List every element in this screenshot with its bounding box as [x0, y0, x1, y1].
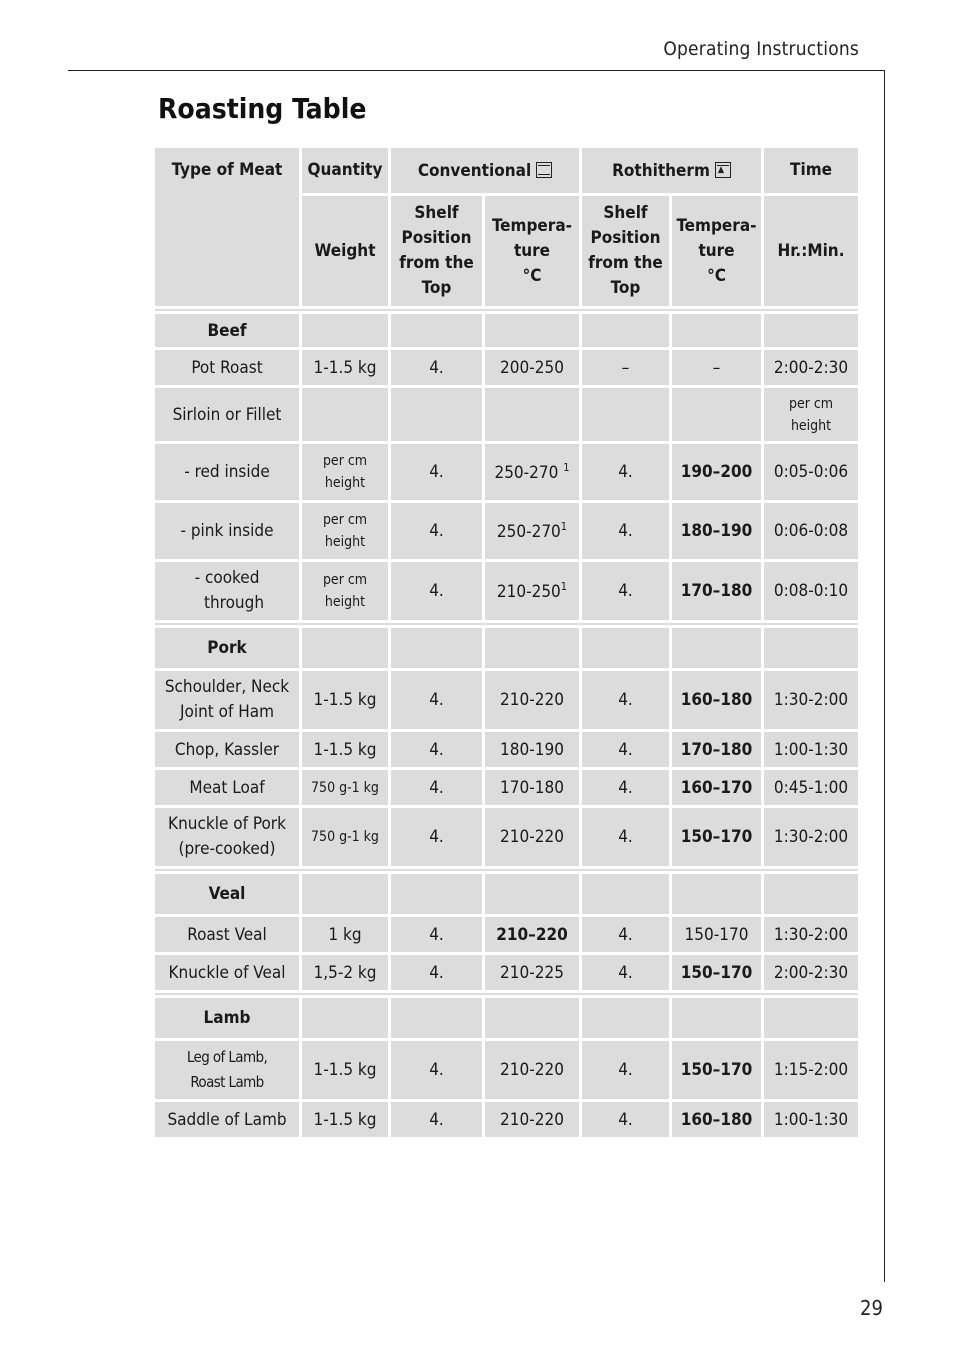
table-row [155, 1041, 858, 1099]
meat-name: Knuckle of Veal [155, 955, 299, 990]
roth-temp-cell: 180–190 [672, 503, 761, 559]
roth-shelf-cell: 4. [582, 770, 669, 805]
table-row [155, 917, 858, 952]
quantity-cell: per cm height [302, 562, 388, 620]
meat-name: Leg of Lamb, Roast Lamb [155, 1041, 299, 1099]
table-row [155, 503, 858, 559]
roth-temp-cell: – [672, 350, 761, 385]
group-label: Lamb [155, 998, 299, 1038]
margin-rule [884, 70, 885, 1282]
roth-shelf-cell: 4. [582, 444, 669, 500]
conv-shelf-cell: 4. [391, 770, 482, 805]
roth-temp-cell: 170–180 [672, 732, 761, 767]
time-cell: 1:00-1:30 [764, 732, 858, 767]
running-header: Operating Instructions [663, 38, 859, 60]
page-title: Roasting Table [158, 92, 367, 125]
col-time: Time [764, 148, 858, 193]
conv-temp-cell: 180-190 [485, 732, 579, 767]
roth-shelf-cell: 4. [582, 1102, 669, 1137]
conv-shelf-cell: 4. [391, 503, 482, 559]
table-row [155, 955, 858, 990]
page-number: 29 [860, 1296, 883, 1320]
time-cell: 1:00-1:30 [764, 1102, 858, 1137]
col-weight: Weight [302, 196, 388, 306]
conv-temp-cell: 210-220 [485, 1041, 579, 1099]
meat-name: Chop, Kassler [155, 732, 299, 767]
table-row [155, 350, 858, 385]
conv-shelf-cell: 4. [391, 1102, 482, 1137]
quantity-cell: 1,5-2 kg [302, 955, 388, 990]
col-quantity: Quantity [302, 148, 388, 193]
group-row-lamb [155, 998, 858, 1038]
conv-shelf-cell: 4. [391, 562, 482, 620]
roth-shelf-cell: 4. [582, 671, 669, 729]
table-row [155, 808, 858, 866]
col-time-unit: Hr.:Min. [764, 196, 858, 306]
quantity-cell: 1-1.5 kg [302, 732, 388, 767]
time-cell: per cm height [764, 388, 858, 441]
roth-temp-cell: 150–170 [672, 1041, 761, 1099]
time-cell: 2:00-2:30 [764, 350, 858, 385]
group-row-veal [155, 874, 858, 914]
roth-shelf-cell: 4. [582, 917, 669, 952]
group-row-pork [155, 628, 858, 668]
meat-name: Roast Veal [155, 917, 299, 952]
conv-shelf-cell: 4. [391, 732, 482, 767]
group-label: Pork [155, 628, 299, 668]
time-cell: 0:06-0:08 [764, 503, 858, 559]
roth-shelf-cell: 4. [582, 1041, 669, 1099]
conv-shelf-cell: 4. [391, 808, 482, 866]
conv-shelf-cell: 4. [391, 1041, 482, 1099]
table-row [155, 444, 858, 500]
quantity-cell: 1-1.5 kg [302, 1041, 388, 1099]
quantity-cell: 1-1.5 kg [302, 671, 388, 729]
conventional-heat-icon [536, 162, 552, 178]
group-label: Veal [155, 874, 299, 914]
time-cell: 1:30-2:00 [764, 808, 858, 866]
rothitherm-fan-icon [715, 162, 731, 178]
meat-name: - cooked through [155, 562, 299, 620]
quantity-cell: 750 g-1 kg [302, 770, 388, 805]
roth-temp-cell: 190–200 [672, 444, 761, 500]
meat-name: Knuckle of Pork (pre-cooked) [155, 808, 299, 866]
conv-temp-cell: $210-250^1$ [485, 562, 579, 620]
col-type-of-meat: Type of Meat [155, 148, 299, 306]
table-row [155, 1102, 858, 1137]
roth-shelf-cell: 4. [582, 503, 669, 559]
time-cell: 2:00-2:30 [764, 955, 858, 990]
table-row [155, 732, 858, 767]
col-rothitherm: Rothitherm▲ [582, 148, 761, 193]
roth-temp-cell: 170–180 [672, 562, 761, 620]
roth-shelf-cell: 4. [582, 732, 669, 767]
col-conventional: Conventional [391, 148, 579, 193]
roth-shelf-cell: 4. [582, 955, 669, 990]
meat-name: Sirloin or Fillet [155, 388, 299, 441]
time-cell: 1:30-2:00 [764, 917, 858, 952]
roth-temp-cell: 160–180 [672, 671, 761, 729]
table-row [155, 562, 858, 620]
header-row [155, 148, 858, 193]
roth-shelf-cell: 4. [582, 808, 669, 866]
quantity-cell: per cm height [302, 444, 388, 500]
meat-name: Meat Loaf [155, 770, 299, 805]
col-roth-temp: Tempera- ture °C [672, 196, 761, 306]
conv-temp-cell: $250-270^1$ [485, 503, 579, 559]
roth-temp-cell: 160–180 [672, 1102, 761, 1137]
time-cell: 0:05-0:06 [764, 444, 858, 500]
col-roth-shelf: Shelf Position from the Top [582, 196, 669, 306]
time-cell: 0:08-0:10 [764, 562, 858, 620]
col-conv-temp: Tempera- ture °C [485, 196, 579, 306]
roth-temp-cell: 150–170 [672, 808, 761, 866]
conv-temp-cell: 200-250 [485, 350, 579, 385]
meat-name: Pot Roast [155, 350, 299, 385]
meat-name: - red inside [155, 444, 299, 500]
conv-temp-cell: 210-220 [485, 1102, 579, 1137]
conv-shelf-cell: 4. [391, 671, 482, 729]
quantity-cell: 1 kg [302, 917, 388, 952]
conv-temp-cell: 210-220 [485, 808, 579, 866]
quantity-cell: 1-1.5 kg [302, 350, 388, 385]
quantity-cell: per cm height [302, 503, 388, 559]
time-cell: 1:30-2:00 [764, 671, 858, 729]
roth-temp-cell: 150-170 [672, 917, 761, 952]
group-row-beef [155, 314, 858, 347]
table-row [155, 671, 858, 729]
roth-temp-cell: 160–170 [672, 770, 761, 805]
table-row [155, 770, 858, 805]
time-cell: 0:45-1:00 [764, 770, 858, 805]
roth-shelf-cell: – [582, 350, 669, 385]
quantity-cell: 750 g-1 kg [302, 808, 388, 866]
conv-temp-cell: 250-270 $^1$ [485, 444, 579, 500]
meat-name: Schoulder, Neck Joint of Ham [155, 671, 299, 729]
conv-shelf-cell: 4. [391, 444, 482, 500]
header-rule [68, 70, 885, 71]
conv-shelf-cell: 4. [391, 350, 482, 385]
conv-shelf-cell: 4. [391, 917, 482, 952]
time-cell: 1:15-2:00 [764, 1041, 858, 1099]
group-label: Beef [155, 314, 299, 347]
conv-temp-cell: 210-220 [485, 671, 579, 729]
conv-shelf-cell: 4. [391, 955, 482, 990]
meat-name: - pink inside [155, 503, 299, 559]
roth-temp-cell: 150–170 [672, 955, 761, 990]
table-row [155, 388, 858, 441]
conv-temp-cell: 210–220 [485, 917, 579, 952]
roasting-table [152, 145, 861, 1140]
meat-name: Saddle of Lamb [155, 1102, 299, 1137]
conv-temp-cell: 210-225 [485, 955, 579, 990]
conv-temp-cell: 170-180 [485, 770, 579, 805]
col-conv-shelf: Shelf Position from the Top [391, 196, 482, 306]
quantity-cell: 1-1.5 kg [302, 1102, 388, 1137]
roth-shelf-cell: 4. [582, 562, 669, 620]
